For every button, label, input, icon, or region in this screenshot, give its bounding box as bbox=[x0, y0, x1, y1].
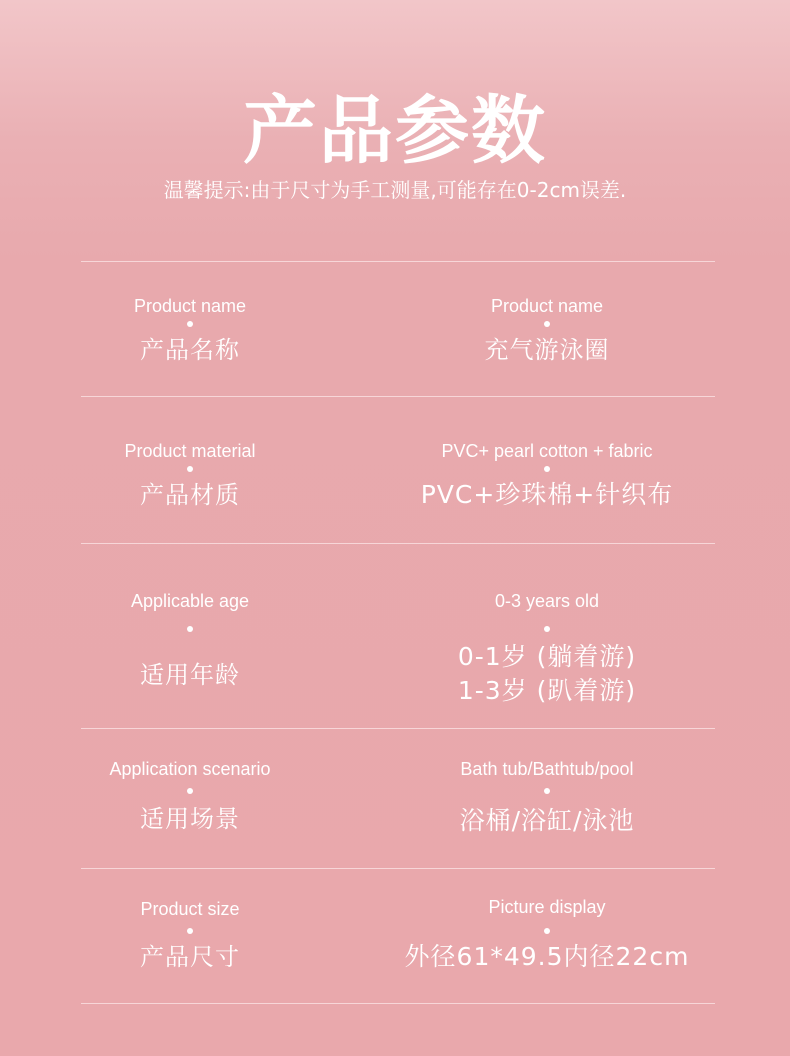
value-cn-line2: 1-3岁 (趴着游) bbox=[457, 676, 637, 705]
param-row-size-label bbox=[10, 898, 370, 974]
label-en: Product size bbox=[140, 899, 240, 919]
divider bbox=[81, 543, 715, 544]
label-cn: 产品名称 bbox=[140, 336, 240, 364]
param-row-scenario-value bbox=[367, 758, 727, 838]
value-cn: 外径61*49.5内径22cm bbox=[404, 942, 690, 971]
label-en: Application scenario bbox=[109, 759, 271, 779]
divider bbox=[81, 728, 715, 729]
value-cn: 充气游泳圈 bbox=[484, 336, 610, 364]
page-title: 产品参数 bbox=[243, 88, 547, 174]
bullet-dot bbox=[187, 466, 193, 472]
param-row-material-value bbox=[367, 440, 727, 512]
label-en: Product material bbox=[124, 441, 256, 461]
divider bbox=[81, 261, 715, 262]
label-en: Product name bbox=[133, 296, 247, 316]
label-cn: 适用年龄 bbox=[140, 661, 240, 689]
label-cn: 产品材质 bbox=[140, 481, 240, 509]
bullet-dot bbox=[544, 321, 550, 327]
value-cn-line1: 0-1岁 (躺着游) bbox=[457, 642, 637, 671]
param-row-age-value bbox=[367, 590, 727, 708]
value-cn: PVC+珍珠棉+针织布 bbox=[420, 480, 674, 509]
value-en: 0-3 years old bbox=[494, 591, 600, 611]
bullet-dot bbox=[544, 928, 550, 934]
bullet-dot bbox=[544, 466, 550, 472]
label-cn: 产品尺寸 bbox=[140, 943, 240, 971]
bullet-dot bbox=[187, 321, 193, 327]
bullet-dot bbox=[187, 626, 193, 632]
value-en: PVC+ pearl cotton + fabric bbox=[441, 441, 653, 461]
value-cn: 浴桶/浴缸/泳池 bbox=[459, 806, 635, 835]
divider bbox=[81, 1003, 715, 1004]
measurement-tip: 温馨提示:由于尺寸为手工测量,可能存在0-2cm误差. bbox=[163, 178, 627, 202]
param-row-material-label bbox=[10, 440, 370, 512]
param-row-age-label bbox=[10, 590, 370, 692]
label-en: Applicable age bbox=[130, 591, 250, 611]
bullet-dot bbox=[187, 928, 193, 934]
bullet-dot bbox=[544, 788, 550, 794]
bullet-dot bbox=[544, 626, 550, 632]
param-row-name-value bbox=[367, 295, 727, 367]
value-en: Bath tub/Bathtub/pool bbox=[460, 759, 634, 779]
bullet-dot bbox=[187, 788, 193, 794]
label-cn: 适用场景 bbox=[140, 805, 240, 833]
param-row-name-label bbox=[10, 295, 370, 367]
param-row-scenario-label bbox=[10, 758, 370, 836]
value-en: Picture display bbox=[488, 897, 606, 917]
divider bbox=[81, 396, 715, 397]
divider bbox=[81, 868, 715, 869]
param-row-size-value bbox=[367, 896, 727, 974]
value-en: Product name bbox=[490, 296, 604, 316]
